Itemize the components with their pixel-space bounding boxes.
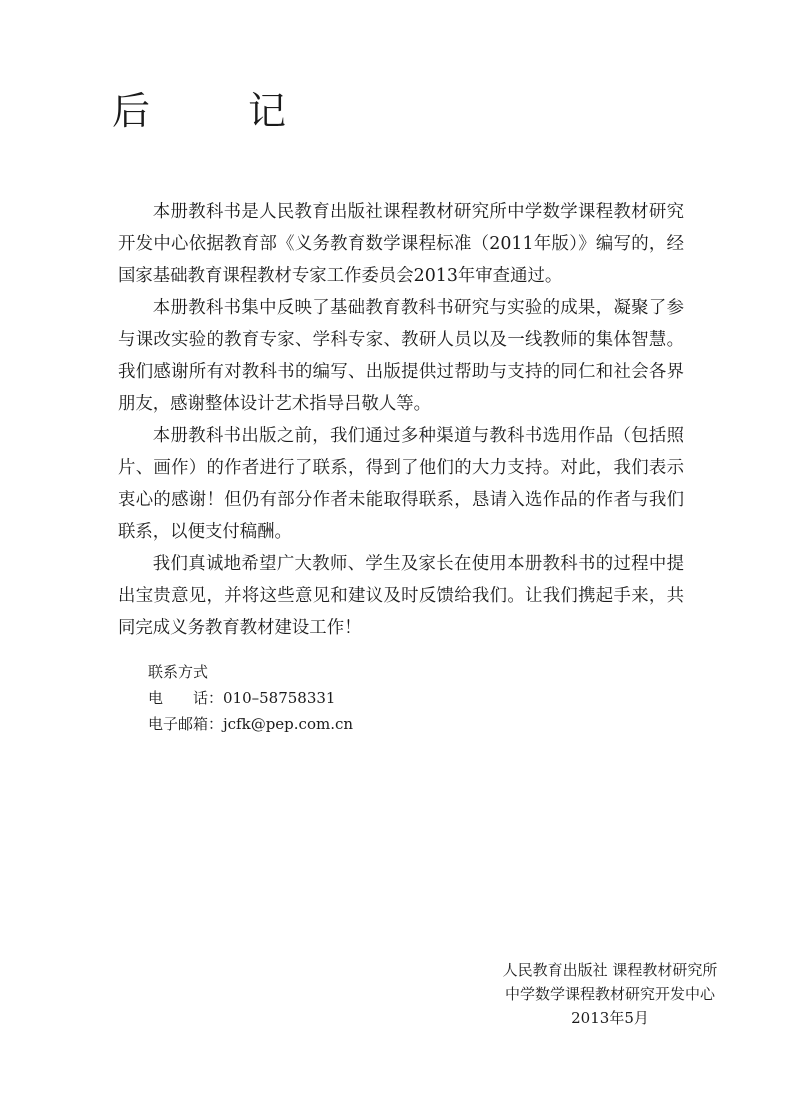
signoff-publisher: 人民教育出版社 课程教材研究所 (502, 961, 718, 979)
signoff-center: 中学数学课程教材研究开发中心 (504, 985, 715, 1003)
paragraph-1: 本册教科书是人民教育出版社课程教材研究所中学数学课程教材研究开发中心依据教育部《义务教育数学课程标准（2011年版）》编写的，经国家基础教育课程教材专家工作委员会2013年审查通过。 (118, 202, 684, 286)
page-title: 后 记 (112, 89, 317, 133)
signoff-block (490, 958, 730, 1030)
contact-phone: 电 话：010–58758331 (148, 689, 336, 707)
paragraph-2: 本册教科书集中反映了基础教育教科书研究与实验的成果，凝聚了参与课改实验的教育专家、学科专家、教研人员以及一线教师的集体智慧。我们感谢所有对教科书的编写、出版提供过帮助与支持的同仁和社会各界朋友，感谢整体设计艺术指导吕敬人等。 (118, 298, 684, 414)
signoff-date: 2013年5月 (571, 1009, 649, 1027)
contact-heading: 联系方式 (148, 663, 209, 681)
paragraph-3: 本册教科书出版之前，我们通过多种渠道与教科书选用作品（包括照片、画作）的作者进行了联系，得到了他们的大力支持。对此，我们表示衷心的感谢！但仍有部分作者未能取得联系，恳请入选作品的作者与我们联系，以便支付稿酬。 (118, 426, 684, 542)
contact-email: 电子邮箱：jcfk@pep.com.cn (148, 715, 354, 733)
contact-block (148, 659, 353, 737)
paragraph-4: 我们真诚地希望广大教师、学生及家长在使用本册教科书的过程中提出宝贵意见，并将这些意见和建议及时反馈给我们。让我们携起手来，共同完成义务教育教材建设工作！ (118, 554, 684, 638)
body-text (118, 196, 684, 644)
